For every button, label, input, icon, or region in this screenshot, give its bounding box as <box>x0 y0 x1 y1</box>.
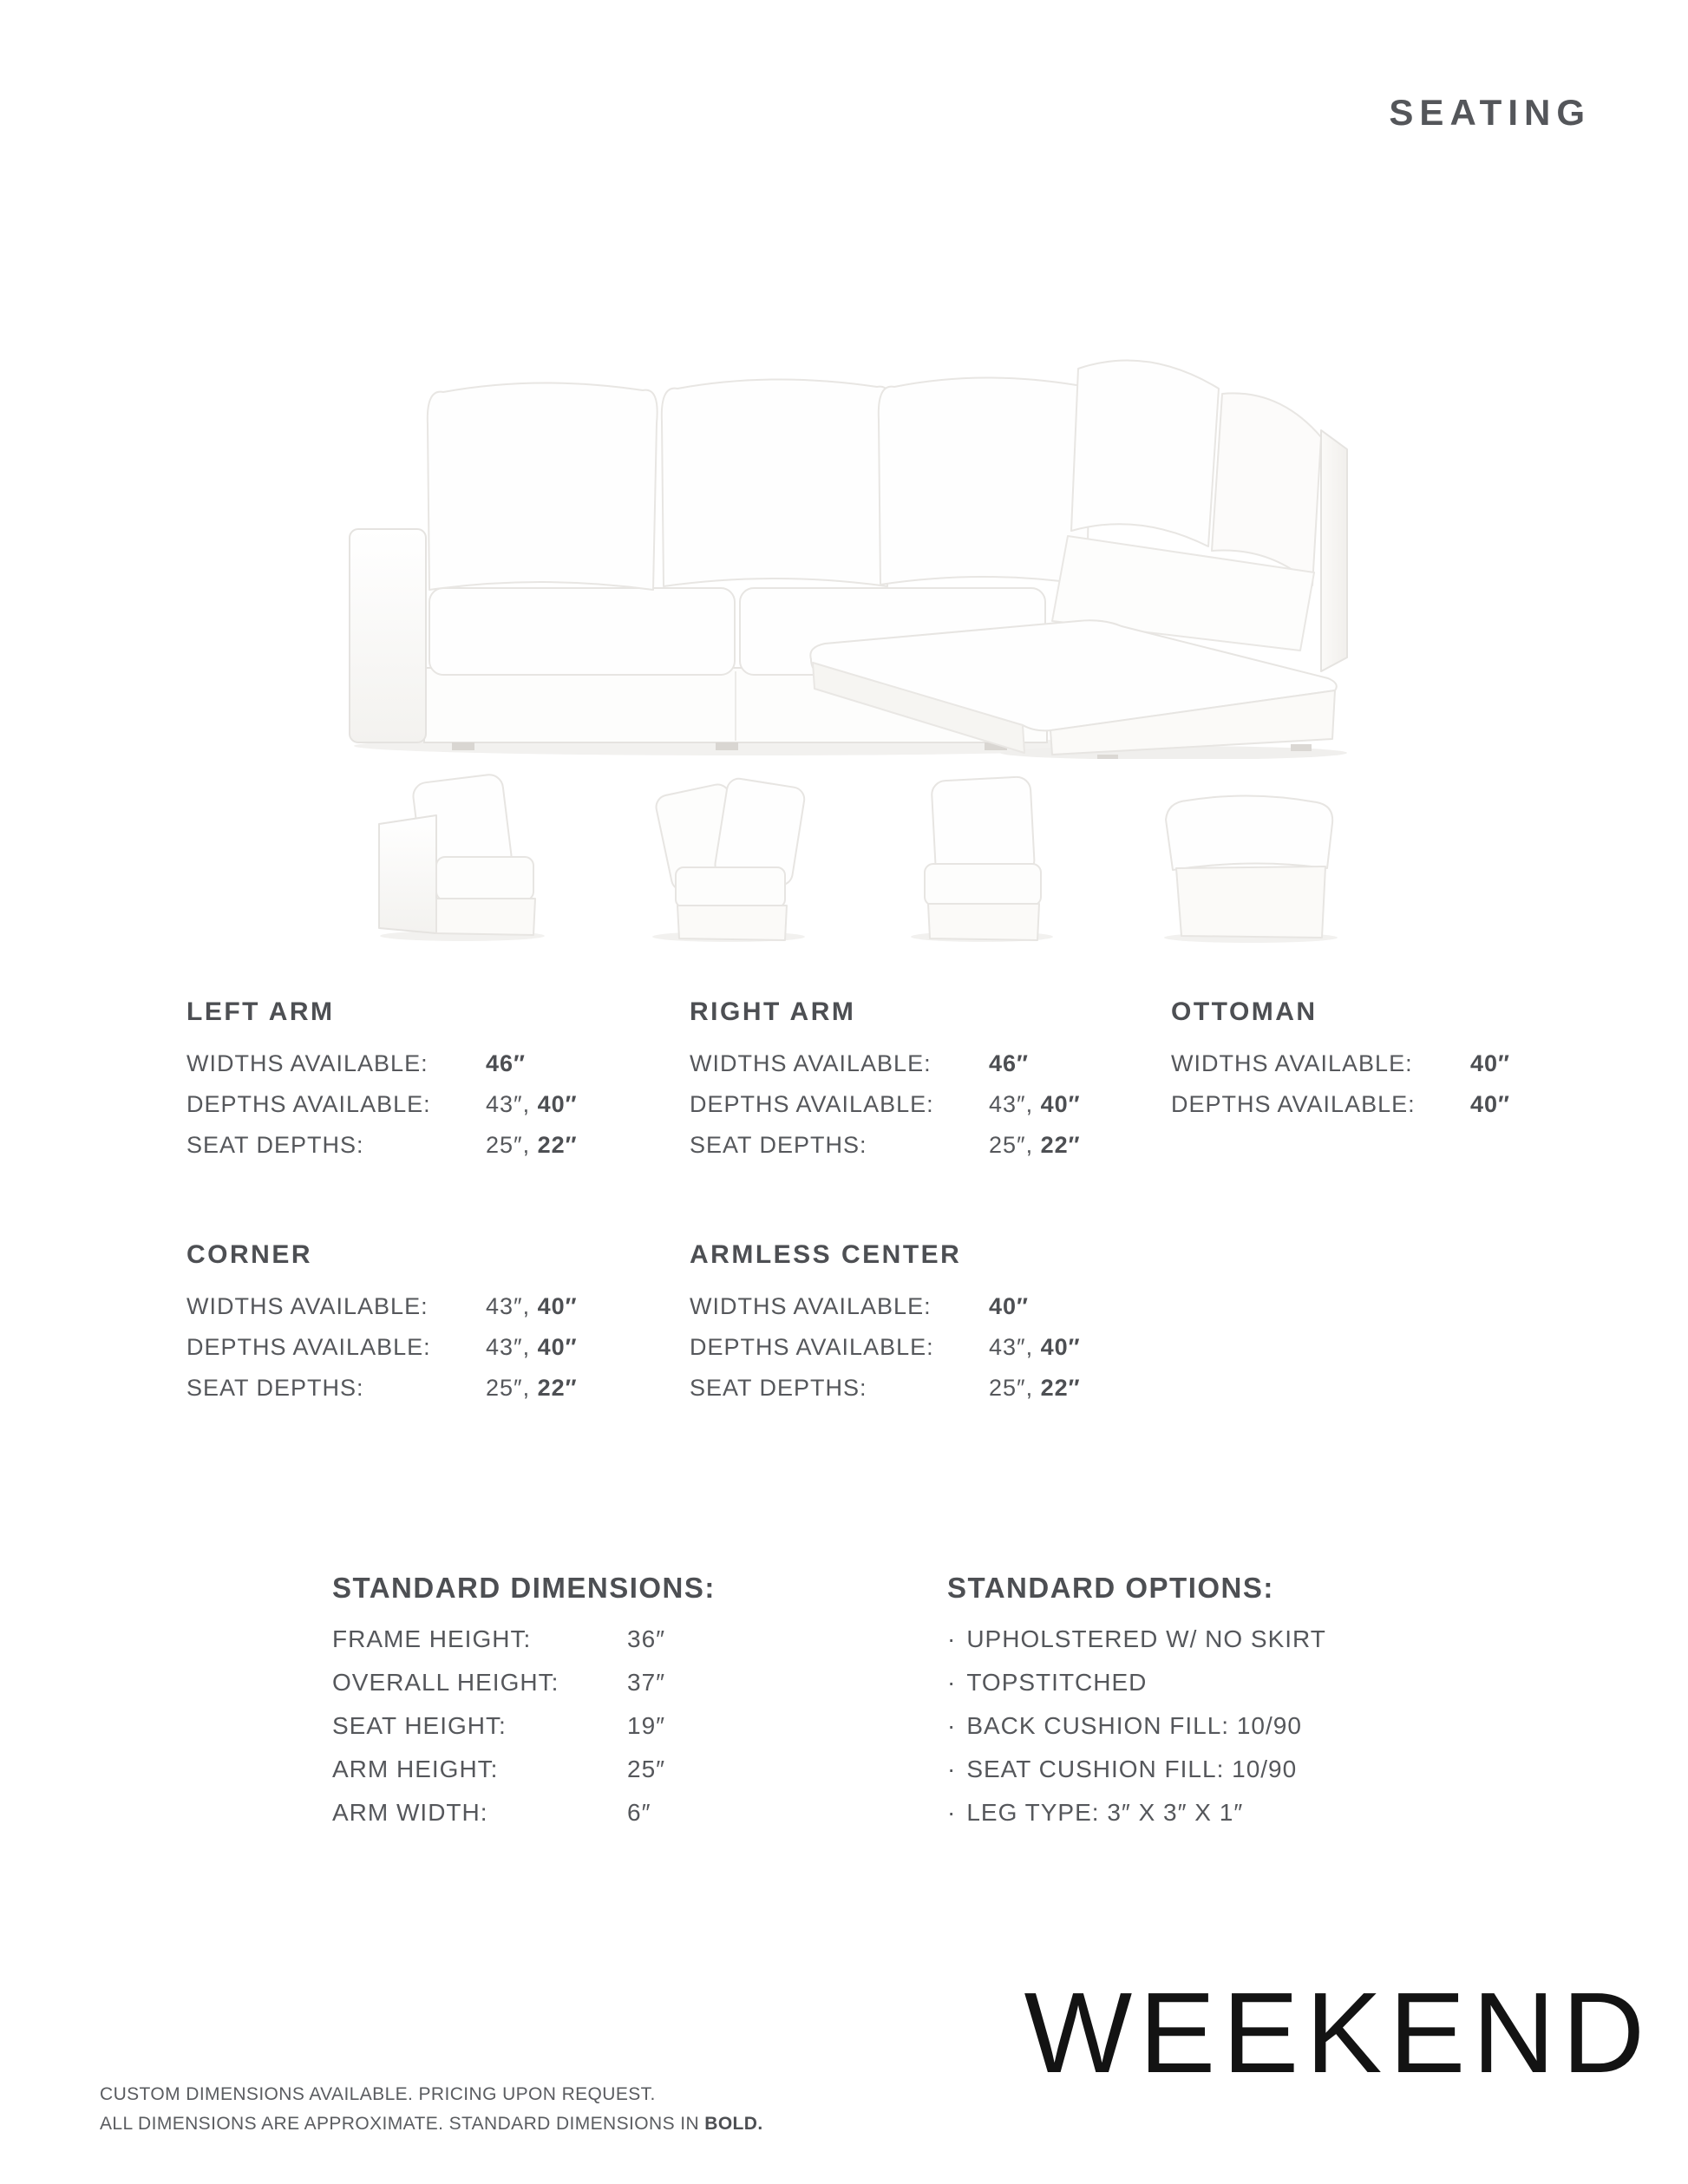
spec-value <box>989 1051 1029 1076</box>
spec-value-bold: 40″ <box>1040 1091 1081 1117</box>
spec-section-title: LEFT ARM <box>186 997 335 1026</box>
spec-section-title: ARMLESS CENTER <box>690 1240 962 1269</box>
spec-section-title: CORNER <box>186 1240 313 1269</box>
spec-value-bold: 40″ <box>537 1293 578 1319</box>
spec-label: DEPTHS AVAILABLE: <box>186 1334 431 1360</box>
footer-note <box>100 2080 763 2139</box>
footer-line-2-text: ALL DIMENSIONS ARE APPROXIMATE. STANDARD DIMENSIONS IN <box>100 2114 705 2134</box>
spec-value-bold: 22″ <box>537 1375 578 1401</box>
spec-label: DEPTHS AVAILABLE: <box>690 1334 934 1360</box>
spec-row <box>186 1133 672 1157</box>
spec-value <box>1470 1092 1510 1116</box>
corner-module-photo <box>638 770 815 944</box>
spec-row <box>690 1092 1175 1116</box>
bullet-icon: · <box>947 1756 957 1782</box>
spec-value <box>486 1335 578 1359</box>
spec-label: SEAT DEPTHS: <box>690 1375 867 1401</box>
spec-value <box>989 1294 1029 1318</box>
spec-label: SEAT DEPTHS: <box>186 1375 364 1401</box>
dimension-row <box>332 1757 716 1782</box>
dimension-value: 6″ <box>627 1799 651 1826</box>
dimension-value: 25″ <box>627 1756 666 1782</box>
spec-value <box>486 1376 578 1400</box>
standard-options-section <box>947 1572 1326 1844</box>
spec-section-corner <box>186 1242 672 1416</box>
standard-options-title: STANDARD OPTIONS: <box>947 1572 1274 1604</box>
option-text: BACK CUSHION FILL: 10/90 <box>966 1712 1302 1739</box>
spec-label: DEPTHS AVAILABLE: <box>690 1091 934 1117</box>
spec-label: WIDTHS AVAILABLE: <box>690 1293 932 1319</box>
spec-row <box>690 1051 1175 1076</box>
dimension-value: 37″ <box>627 1669 666 1696</box>
spec-value-bold: 40″ <box>1040 1334 1081 1360</box>
spec-value-bold: 46″ <box>989 1050 1029 1076</box>
dimension-row <box>332 1671 716 1695</box>
spec-value-normal: 25″, <box>486 1132 538 1158</box>
spec-section-armless-center <box>690 1242 1175 1416</box>
ottoman-module-photo <box>1142 775 1360 944</box>
spec-label: WIDTHS AVAILABLE: <box>186 1050 429 1076</box>
standard-dimensions-title: STANDARD DIMENSIONS: <box>332 1572 716 1604</box>
spec-row <box>186 1376 672 1400</box>
spec-row <box>186 1051 672 1076</box>
spec-label: DEPTHS AVAILABLE: <box>186 1091 431 1117</box>
left-arm-module-photo <box>367 770 556 944</box>
spec-label: WIDTHS AVAILABLE: <box>690 1050 932 1076</box>
spec-row <box>186 1335 672 1359</box>
spec-row <box>1171 1092 1657 1116</box>
spec-row <box>690 1376 1175 1400</box>
dimension-row <box>332 1627 716 1651</box>
footer-line-2-bold: BOLD. <box>704 2114 763 2134</box>
spec-section-ottoman <box>1171 999 1657 1133</box>
spec-row <box>690 1335 1175 1359</box>
bullet-icon: · <box>947 1669 957 1696</box>
bullet-icon: · <box>947 1799 957 1826</box>
spec-value-bold: 22″ <box>537 1132 578 1158</box>
spec-value-bold: 22″ <box>1040 1375 1081 1401</box>
footer-line-2 <box>100 2109 763 2139</box>
dimension-row <box>332 1801 716 1825</box>
spec-value-normal: 43″, <box>989 1334 1041 1360</box>
spec-value-normal: 43″, <box>989 1091 1041 1117</box>
spec-value-normal: 25″, <box>486 1375 538 1401</box>
spec-row <box>690 1133 1175 1157</box>
dimension-value: 36″ <box>627 1625 666 1652</box>
option-text: UPHOLSTERED W/ NO SKIRT <box>966 1625 1326 1652</box>
spec-section-title: RIGHT ARM <box>690 997 856 1026</box>
spec-value-normal: 43″, <box>486 1293 538 1319</box>
spec-label: DEPTHS AVAILABLE: <box>1171 1091 1416 1117</box>
spec-value <box>989 1133 1081 1157</box>
spec-label: SEAT DEPTHS: <box>186 1132 364 1158</box>
spec-label: WIDTHS AVAILABLE: <box>1171 1050 1413 1076</box>
spec-value-normal: 25″, <box>989 1132 1041 1158</box>
spec-value-bold: 22″ <box>1040 1132 1081 1158</box>
option-item <box>947 1627 1326 1651</box>
spec-value-normal: 43″, <box>486 1334 538 1360</box>
spec-value-bold: 40″ <box>1470 1050 1510 1076</box>
option-text: LEG TYPE: 3″ X 3″ X 1″ <box>966 1799 1244 1826</box>
spec-value <box>486 1051 526 1076</box>
option-item <box>947 1671 1326 1695</box>
standard-dimensions-section <box>332 1572 716 1844</box>
spec-row <box>1171 1051 1657 1076</box>
armless-center-module-photo <box>895 770 1069 944</box>
spec-value-bold: 40″ <box>537 1334 578 1360</box>
dimension-label: OVERALL HEIGHT: <box>332 1669 559 1696</box>
bullet-icon: · <box>947 1712 957 1739</box>
page-category-title: SEATING <box>1389 92 1591 133</box>
spec-section-right-arm <box>690 999 1175 1174</box>
spec-value <box>989 1376 1081 1400</box>
dimension-label: ARM WIDTH: <box>332 1799 488 1826</box>
spec-section-left-arm <box>186 999 672 1174</box>
spec-value-bold: 46″ <box>486 1050 526 1076</box>
option-item <box>947 1801 1326 1825</box>
sectional-sofa-photo <box>341 286 1351 759</box>
spec-value-normal: 25″, <box>989 1375 1041 1401</box>
spec-value-bold: 40″ <box>1470 1091 1510 1117</box>
dimension-label: ARM HEIGHT: <box>332 1756 499 1782</box>
spec-value <box>486 1294 578 1318</box>
spec-section-title: OTTOMAN <box>1171 997 1318 1026</box>
spec-row <box>186 1092 672 1116</box>
option-text: SEAT CUSHION FILL: 10/90 <box>966 1756 1298 1782</box>
dimension-value: 19″ <box>627 1712 666 1739</box>
spec-value <box>989 1092 1081 1116</box>
spec-value-bold: 40″ <box>989 1293 1029 1319</box>
footer-line-1: CUSTOM DIMENSIONS AVAILABLE. PRICING UPON REQUEST. <box>100 2084 656 2104</box>
option-item <box>947 1757 1326 1782</box>
spec-value <box>486 1092 578 1116</box>
spec-value-bold: 40″ <box>537 1091 578 1117</box>
spec-label: SEAT DEPTHS: <box>690 1132 867 1158</box>
option-text: TOPSTITCHED <box>966 1669 1148 1696</box>
spec-label: WIDTHS AVAILABLE: <box>186 1293 429 1319</box>
spec-row <box>690 1294 1175 1318</box>
dimension-row <box>332 1714 716 1738</box>
dimension-label: FRAME HEIGHT: <box>332 1625 532 1652</box>
spec-row <box>186 1294 672 1318</box>
option-item <box>947 1714 1326 1738</box>
bullet-icon: · <box>947 1625 957 1652</box>
spec-value <box>1470 1051 1510 1076</box>
brand-wordmark: WEEKEND <box>1024 1969 1652 2096</box>
spec-value <box>989 1335 1081 1359</box>
dimension-label: SEAT HEIGHT: <box>332 1712 507 1739</box>
spec-value <box>486 1133 578 1157</box>
spec-value-normal: 43″, <box>486 1091 538 1117</box>
